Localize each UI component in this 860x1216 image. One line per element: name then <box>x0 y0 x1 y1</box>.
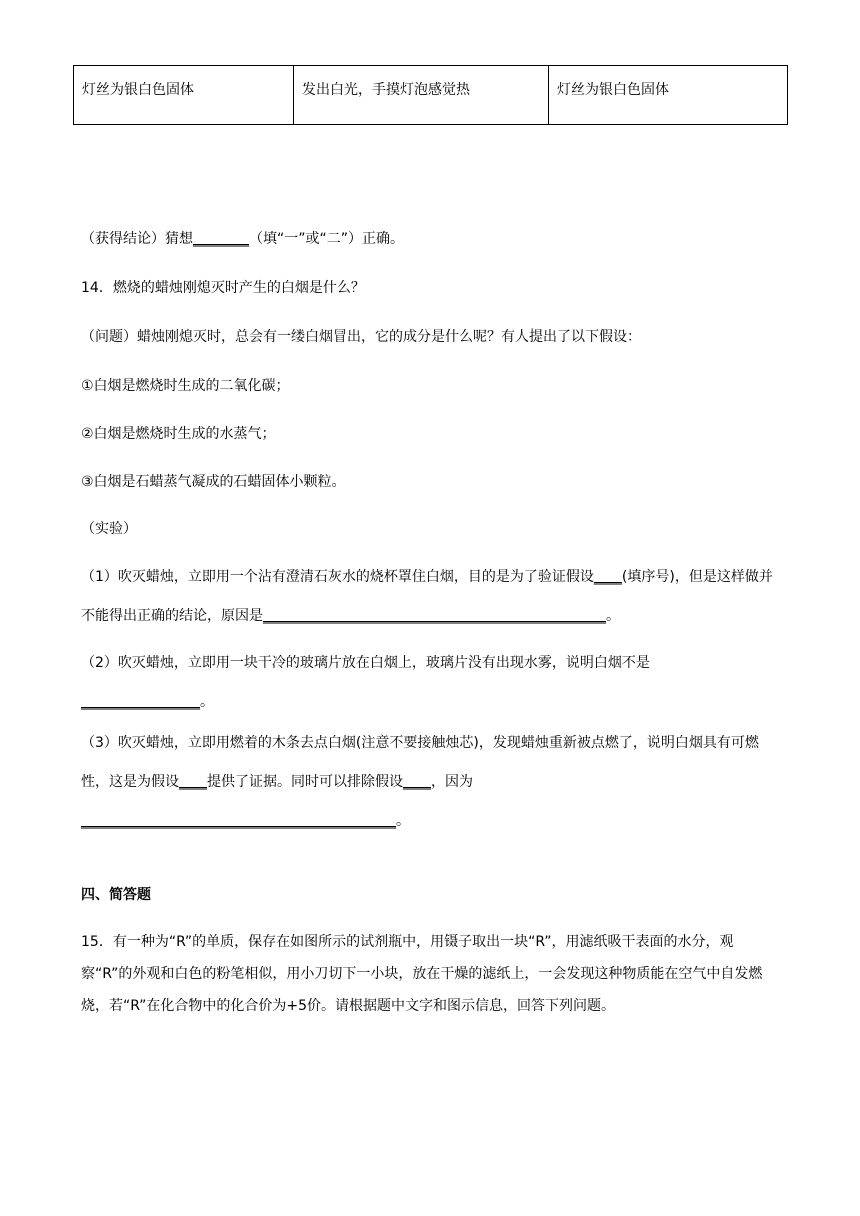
answer-blank: ____ <box>403 774 431 790</box>
table-cell: 发出白光，手摸灯泡感觉热 <box>294 66 549 125</box>
question-14-problem: （问题）蜡烛刚熄灭时，总会有一缕白烟冒出，它的成分是什么呢？有人提出了以下假设： <box>81 329 641 345</box>
experiment-1-text: (填序号)，但是这样做并不能得出正确的结论，原因是 <box>81 569 773 624</box>
question-15: 15．有一种为“R”的单质，保存在如图所示的试剂瓶中，用镊子取出一块“R”，用滤纸吸干表面的水分，观察“R”的外观和白色的粉笔相似，用小刀切下一小块，放在干燥的滤纸上，一会发现这种物质能在空气中自发燃烧，若“R”在化合物中的化合价为+5价。请根据题中文字和图示信息，回答下列问题。 <box>81 934 763 1014</box>
answer-blank: ____ <box>179 774 207 790</box>
experiment-3-end: 。 <box>396 813 410 829</box>
table-cell: 灯丝为银白色固体 <box>74 66 294 125</box>
experiment-3 <box>81 724 781 841</box>
hypothesis-1: ①白烟是燃烧时生成的二氧化碳； <box>81 378 290 394</box>
table-row <box>74 66 788 125</box>
answer-blank: _____________________________________________ <box>81 813 396 829</box>
answer-blank: ____ <box>593 569 622 585</box>
experiment-2 <box>81 644 781 722</box>
experiment-1-text: （1）吹灭蜡烛，立即用一个沾有澄清石灰水的烧杯罩住白烟，目的是为了验证假设 <box>81 569 594 585</box>
table-cell: 灯丝为银白色固体 <box>549 66 788 125</box>
observation-table <box>73 65 788 125</box>
conclusion-suffix: （填“一”或“二”）正确。 <box>249 231 405 247</box>
experiment-1-end: 。 <box>606 608 620 624</box>
conclusion-prefix: （获得结论）猜想 <box>81 231 193 247</box>
experiment-2-end: 。 <box>200 694 214 710</box>
hypothesis-2: ②白烟是燃烧时生成的水蒸气； <box>81 426 276 442</box>
question-14-title: 14．燃烧的蜡烛刚熄灭时产生的白烟是什么？ <box>81 280 365 296</box>
experiment-3-text: （3）吹灭蜡烛，立即用燃着的木条去点白烟(注意不要接触烛芯)，发现蜡烛重新被点燃了，说明白烟具有可燃性，这是为假设 <box>81 735 759 790</box>
experiment-3-text: 提供了证据。同时可以排除假设 <box>207 774 403 790</box>
answer-blank: ________ <box>193 231 249 247</box>
experiment-1 <box>81 558 781 636</box>
answer-blank: _________________________________________________ <box>263 608 606 624</box>
answer-blank: _________________ <box>81 694 200 710</box>
hypothesis-3: ③白烟是石蜡蒸气凝成的石蜡固体小颗粒。 <box>81 474 346 490</box>
experiment-2-text: （2）吹灭蜡烛，立即用一块干冷的玻璃片放在白烟上，玻璃片没有出现水雾，说明白烟不是 <box>81 655 650 671</box>
section-heading: 四、简答题 <box>81 887 151 903</box>
experiment-3-text: ，因为 <box>431 774 473 790</box>
experiment-label: （实验） <box>81 521 137 537</box>
conclusion-line <box>81 229 404 249</box>
